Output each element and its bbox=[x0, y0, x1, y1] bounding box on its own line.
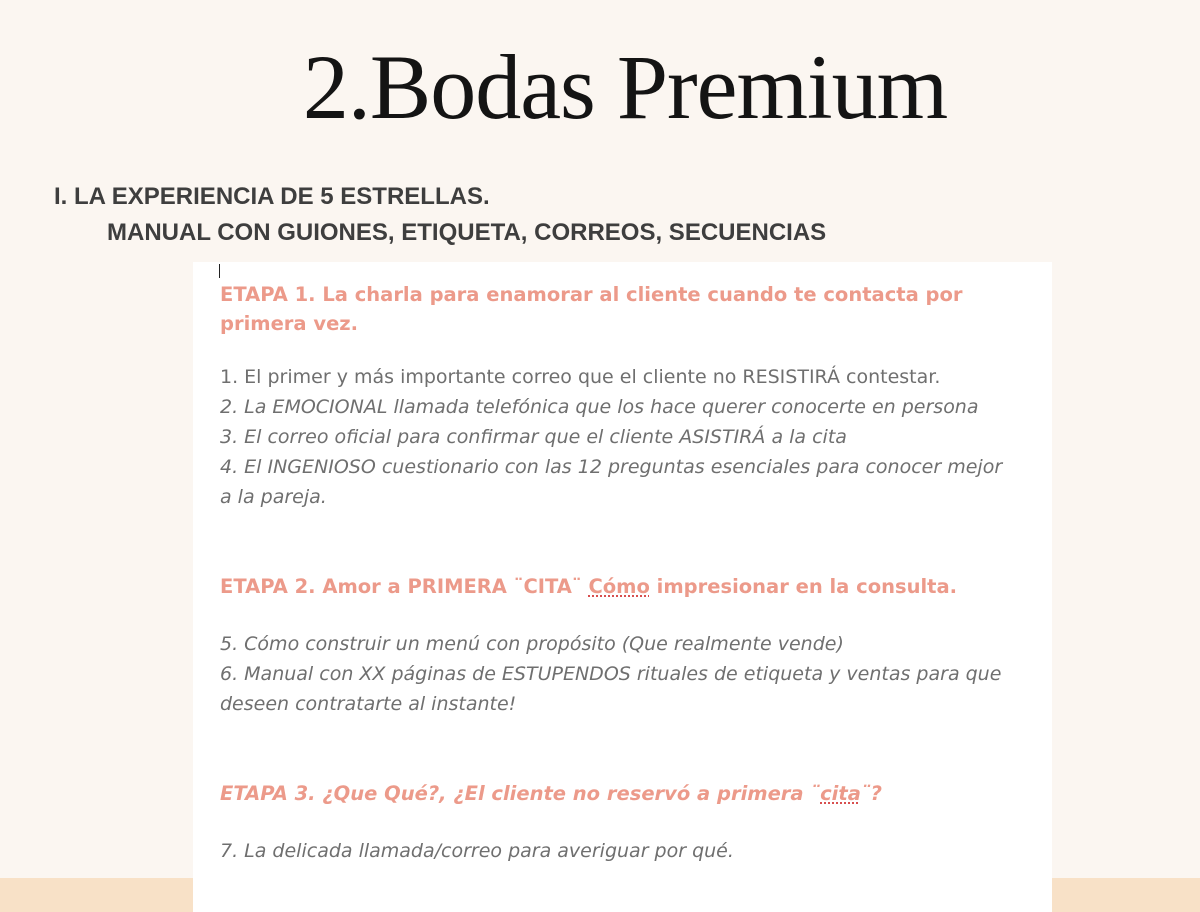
list-item: 7. La delicada llamada/correo para averiguar por qué. bbox=[220, 840, 734, 862]
stage-1-list bbox=[220, 362, 1010, 512]
stage-3-heading-end: ¨? bbox=[860, 782, 882, 805]
section-heading-line-1: I. LA EXPERIENCIA DE 5 ESTRELLAS. bbox=[54, 183, 490, 210]
text-cursor bbox=[219, 264, 220, 278]
stage-3-heading-start: ETAPA 3. ¿Que Qué?, ¿El cliente no reservó a primera ¨ bbox=[220, 782, 821, 805]
section-heading-line-2: MANUAL CON GUIONES, ETIQUETA, CORREOS, SECUENCIAS bbox=[107, 219, 827, 246]
stage-3-list bbox=[220, 836, 1010, 866]
list-item: 4. El INGENIOSO cuestionario con las 12 preguntas esenciales para conocer mejor a la pareja. bbox=[220, 456, 1003, 508]
slide-title: 2.Bodas Premium bbox=[302, 36, 948, 138]
stage-2-heading-end: impresionar en la consulta. bbox=[649, 575, 958, 598]
list-item: 5. Cómo construir un menú con propósito (Que realmente vende) bbox=[220, 633, 844, 655]
stage-3-heading bbox=[220, 779, 1010, 808]
list-item: 3. El correo oficial para confirmar que el cliente ASISTIRÁ a la cita bbox=[220, 426, 847, 448]
document-content[interactable] bbox=[220, 280, 1010, 866]
stage-1-heading: ETAPA 1. La charla para enamorar al cliente cuando te contacta por primera vez. bbox=[220, 283, 963, 335]
spellcheck-underlined-word[interactable]: Cómo bbox=[588, 575, 650, 598]
list-item: 2. La EMOCIONAL llamada telefónica que los hace querer conocerte en persona bbox=[220, 396, 979, 418]
list-item: 1. El primer y más importante correo que el cliente no RESISTIRÁ contestar. bbox=[220, 366, 941, 388]
stage-2-list bbox=[220, 629, 1010, 719]
spellcheck-underlined-word[interactable]: cita bbox=[820, 782, 861, 805]
document-page[interactable] bbox=[193, 262, 1052, 912]
list-item: 6. Manual con XX páginas de ESTUPENDOS rituales de etiqueta y ventas para que deseen contratarte al instante! bbox=[220, 663, 1002, 715]
stage-2-heading-start: ETAPA 2. Amor a PRIMERA ¨CITA¨ bbox=[220, 575, 589, 598]
stage-2-heading bbox=[220, 572, 1010, 601]
